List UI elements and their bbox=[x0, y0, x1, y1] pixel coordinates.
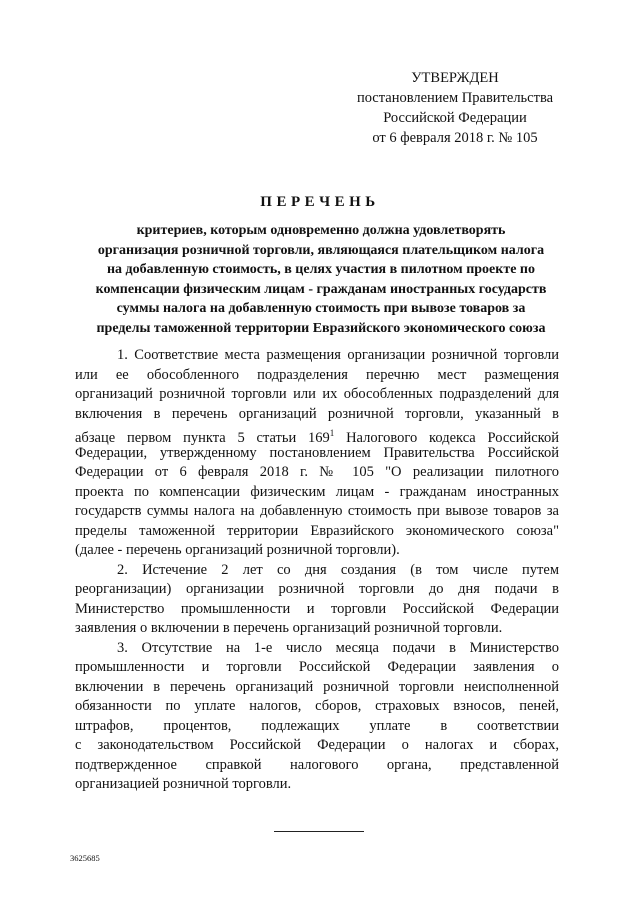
paragraph-line: 2. Истечение 2 лет со дня создания (в том числе путем bbox=[117, 561, 559, 578]
paragraph-line: Министерство промышленности и торговли Российской Федерации bbox=[75, 600, 559, 617]
paragraph-text: абзаце первом пункта 5 статьи 169 bbox=[75, 430, 330, 446]
paragraph-line: подтвержденное справкой налогового органа, представленной bbox=[75, 756, 559, 773]
subtitle-line: критериев, которым одновременно должна удовлетворять bbox=[136, 223, 506, 238]
paragraph-2 bbox=[75, 561, 559, 639]
paragraph-line: пределы таможенной территории Евразийского экономического союза" bbox=[75, 522, 559, 539]
end-divider bbox=[274, 831, 364, 832]
paragraph-1 bbox=[75, 346, 559, 561]
paragraph-line: промышленности и торговли Российской Федерации заявления о bbox=[75, 659, 559, 675]
paragraph-line: реорганизации) организации розничной торговли до дня подачи в bbox=[75, 581, 559, 597]
approval-line-federation: Российской Федерации bbox=[383, 110, 527, 126]
paragraph-line: штрафов, процентов, подлежащих уплате в соответствии bbox=[75, 717, 559, 734]
paragraph-line: или ее обособленного подразделения перечню мест размещения bbox=[75, 366, 559, 383]
paragraph-line: государств суммы налога на добавленную стоимость при вывозе товаров за bbox=[75, 503, 559, 519]
subtitle-line: на добавленную стоимость, в целях участия в пилотном проекте по bbox=[106, 262, 535, 277]
paragraph-line: 3. Отсутствие на 1-е число месяца подачи в Министерство bbox=[117, 639, 559, 656]
paragraph-line: (далее - перечень организаций розничной торговли). bbox=[75, 542, 400, 558]
paragraph-line: Федерации от 6 февраля 2018 г. № 105 "О реализации пилотного bbox=[75, 464, 559, 480]
approval-line-decree: постановлением Правительства bbox=[356, 90, 554, 106]
subtitle-line: суммы налога на добавленную стоимость при вывозе товаров за bbox=[116, 301, 526, 316]
superscript-mark: 1 bbox=[329, 428, 335, 438]
paragraph-line-with-footnote bbox=[75, 424, 559, 444]
paragraph-line: Федерации, утвержденному постановлением Правительства Российской bbox=[75, 444, 559, 461]
document-title: ПЕРЕЧЕНЬ bbox=[260, 194, 380, 210]
subtitle-line: пределы таможенной территории Евразийского экономического союза bbox=[96, 320, 546, 336]
paragraph-line: организацией розничной торговли. bbox=[75, 776, 292, 792]
paragraph-3 bbox=[75, 639, 559, 795]
document-body bbox=[75, 346, 559, 795]
subtitle-line: организация розничной торговли, являющаяся плательщиком налога bbox=[97, 242, 545, 258]
paragraph-line: проекта по компенсации физическим лицам - гражданам иностранных bbox=[75, 483, 559, 500]
approval-stamp bbox=[340, 68, 570, 148]
paragraph-line: заявления о включении в перечень организаций розничной торговли. bbox=[75, 620, 503, 636]
approval-line-date: от 6 февраля 2018 г. № 105 bbox=[372, 130, 538, 146]
paragraph-line: организаций розничной торговли или их обособленных подразделений для bbox=[75, 386, 559, 402]
document-number: 3625685 bbox=[70, 853, 100, 863]
paragraph-text: Налогового кодекса Российской bbox=[334, 430, 559, 446]
paragraph-line: включении в перечень организаций розничной торговли неисполненной bbox=[75, 678, 559, 695]
document-subtitle bbox=[78, 221, 564, 338]
paragraph-line: 1. Соответствие места размещения организации розничной торговли bbox=[117, 347, 559, 363]
paragraph-line: обязанности по уплате налогов, сборов, страховых взносов, пеней, bbox=[75, 698, 559, 714]
paragraph-line: с законодательством Российской Федерации о налогах и сборах, bbox=[75, 737, 559, 753]
subtitle-line: компенсации физическим лицам - гражданам иностранных государств bbox=[95, 281, 547, 297]
approval-heading: УТВЕРЖДЕН bbox=[411, 70, 499, 86]
paragraph-line: включения в перечень организаций розничной торговли, указанный в bbox=[75, 405, 559, 422]
